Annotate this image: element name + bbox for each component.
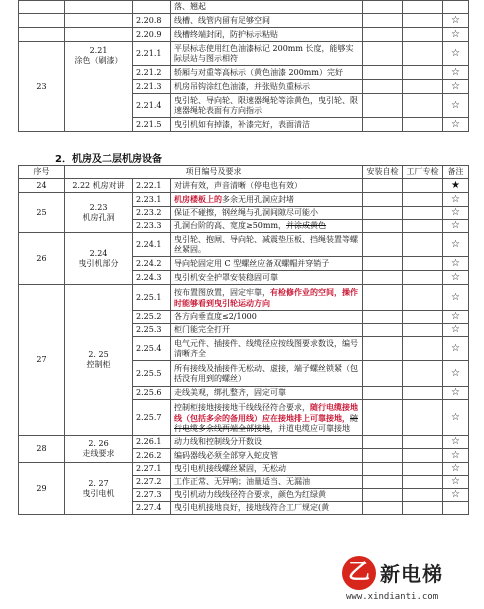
factory-check-cell [403, 207, 443, 220]
item-code: 2.23.3 [133, 220, 171, 233]
table-row: 2.21.2 轿厢与对重等高标示（黄色油漆 200mm）完好 ☆ [19, 66, 469, 80]
seq-cell: 24 [19, 179, 65, 193]
table-row: 2.21.5 曳引机如有掉漆，补漆完好，表面清洁 ☆ [19, 118, 469, 132]
star-mark: ☆ [443, 14, 469, 28]
highlighted-text: 有检修作业的空间，操作时能够看到曳引轮运动方向 [174, 286, 358, 308]
description-text: 各方向垂直度≤2/1000 [174, 312, 257, 321]
factory-check-cell [403, 489, 443, 502]
struck-text: 并涂成黄色 [286, 221, 327, 230]
install-check-cell [363, 489, 403, 502]
description-text: 所有接线及插接件无松动、虚接，端子螺丝锁紧（包括没有用到的螺丝） [174, 363, 358, 383]
item-description [171, 337, 363, 361]
seq-cell: 27 [19, 285, 65, 436]
item-code: 2.24.3 [133, 271, 171, 285]
table-row [19, 436, 469, 449]
logo-url: www.xindianti.com [346, 592, 439, 602]
highlighted-text: 机房楼板上的 [174, 194, 222, 204]
install-check-cell [363, 463, 403, 476]
star-mark: ☆ [443, 193, 469, 207]
star-mark: ☆ [443, 66, 469, 80]
description-text: 工作正常、无异响；油量适当、无漏油 [174, 477, 310, 486]
star-mark: ☆ [443, 233, 469, 257]
description-text: ，并道电缆应可靠接地 [270, 423, 350, 433]
star-mark: ☆ [443, 220, 469, 233]
item-code: 2.24.2 [133, 257, 171, 271]
install-check-cell [363, 220, 403, 233]
star-mark: ☆ [443, 476, 469, 489]
section-heading: 2．机房及二层机房设备 [55, 154, 162, 165]
header-factory: 工厂专检 [403, 166, 443, 179]
star-mark [443, 502, 469, 515]
description-text: 曳引电机接地良好，接地线符合工厂规定(黄 [174, 503, 330, 512]
item-code: 2.23.1 [133, 193, 171, 207]
seq-cell: 29 [19, 463, 65, 515]
item-description [171, 207, 363, 220]
star-mark: ☆ [443, 436, 469, 449]
item-description [171, 179, 363, 193]
header-note: 备注 [443, 166, 469, 179]
star-mark: ☆ [443, 28, 469, 42]
item-code: 2.25.2 [133, 311, 171, 324]
item-cell: 2.24 曳引机部分 [65, 233, 133, 285]
item-code: 2.23.2 [133, 207, 171, 220]
item-code: 2.25.4 [133, 337, 171, 361]
factory-check-cell [403, 179, 443, 193]
table-row [19, 193, 469, 207]
item-code: 2.27.1 [133, 463, 171, 476]
description-text: 曳引机安全护罩安装稳固可靠 [174, 272, 278, 282]
description-text: 孔洞台阶的高、宽度≥50mm， [174, 221, 287, 230]
item-code: 2.27.2 [133, 476, 171, 489]
item-description [171, 271, 363, 285]
item-description [171, 193, 363, 207]
item-cell: 2.21 涂色（刷漆） [65, 42, 133, 132]
install-check-cell [363, 324, 403, 337]
factory-check-cell [403, 193, 443, 207]
star-mark: ☆ [443, 337, 469, 361]
struck-text: 随行电缆多余线两端全部接地 [174, 413, 358, 433]
seq-cell: 25 [19, 193, 65, 233]
table-row: 2.20.9 线槽终端封闭，防护标示粘贴 ☆ [19, 28, 469, 42]
table-row: 2.21.4 曳引轮、导向轮、限速器绳轮等涂黄色，曳引轮、限速器绳轮表面有方向指示 ☆ [19, 94, 469, 118]
install-check-cell [363, 337, 403, 361]
item-cell: 2. 27 曳引电机 [65, 463, 133, 515]
install-check-cell [363, 311, 403, 324]
star-mark: ★ [443, 179, 469, 193]
star-mark: ☆ [443, 207, 469, 220]
install-check-cell [363, 436, 403, 449]
description-text: 曳引电机接线螺丝紧固，无松动 [174, 464, 286, 473]
table-header-row [19, 166, 469, 179]
description-text: 编码器线必须全部穿入蛇皮管 [174, 450, 278, 460]
item-description [171, 436, 363, 449]
item-cell: 2. 26 走线要求 [65, 436, 133, 463]
logo-text: 新电梯 [380, 562, 443, 586]
factory-check-cell [403, 400, 443, 436]
description-text: 控制柜接地接接地干线线径符合要求， [174, 402, 310, 412]
factory-check-cell [403, 449, 443, 463]
star-mark: ☆ [443, 42, 469, 66]
factory-check-cell [403, 463, 443, 476]
install-check-cell [363, 271, 403, 285]
item-description [171, 449, 363, 463]
item-code: 2.27.4 [133, 502, 171, 515]
description-text: 动力线和控制线分开数设 [174, 437, 262, 446]
item-code: 2.26.1 [133, 436, 171, 449]
seq-cell: 26 [19, 233, 65, 285]
factory-check-cell [403, 285, 443, 311]
item-description [171, 257, 363, 271]
seq-cell: 28 [19, 436, 65, 463]
factory-check-cell [403, 257, 443, 271]
item-description [171, 387, 363, 400]
header-install: 安装自检 [363, 166, 403, 179]
logo-badge: 乙 [342, 556, 376, 590]
description-text: 柜门能完全打开 [174, 325, 230, 334]
table-row [19, 233, 469, 257]
description-text: 多余无用孔洞应封堵 [222, 195, 294, 204]
item-description [171, 502, 363, 515]
install-check-cell [363, 476, 403, 489]
table-row [19, 463, 469, 476]
install-check-cell [363, 502, 403, 515]
table-row: 23 2.21 涂色（刷漆） 2.21.1 平层标志使用红色油漆标记 200mm 长度，能够实际层站与图示相符 ☆ [19, 42, 469, 66]
table-row: 落、翘起 [19, 1, 469, 14]
install-check-cell [363, 233, 403, 257]
table-row: 2.21.3 机房吊钩涂红色油漆，并张贴负重标示 ☆ [19, 80, 469, 94]
header-seq: 序号 [19, 166, 65, 179]
install-check-cell [363, 449, 403, 463]
item-code: 2.25.6 [133, 387, 171, 400]
item-description [171, 311, 363, 324]
description-text: 电气元件、插接件、线缆径应按线图要求数设，编号清晰齐全 [174, 338, 358, 358]
item-code: 2.26.2 [133, 449, 171, 463]
star-mark: ☆ [443, 400, 469, 436]
item-description [171, 233, 363, 257]
star-mark: ☆ [443, 449, 469, 463]
star-mark: ☆ [443, 489, 469, 502]
star-mark: ☆ [443, 324, 469, 337]
star-mark: ☆ [443, 257, 469, 271]
item-description [171, 463, 363, 476]
item-cell: 2.23 机房孔洞 [65, 193, 133, 233]
header-item: 项目编号及要求 [65, 166, 363, 179]
install-check-cell [363, 257, 403, 271]
factory-check-cell [403, 387, 443, 400]
item-code: 2.27.3 [133, 489, 171, 502]
install-check-cell [363, 387, 403, 400]
table-row: 2.20.8 线槽、线管内留有足够空间 ☆ [19, 14, 469, 28]
star-mark: ☆ [443, 463, 469, 476]
item-cell: 2.22 机房对讲 [65, 179, 133, 193]
factory-check-cell [403, 311, 443, 324]
table-row [19, 285, 469, 311]
description-text: 导向轮固定用 C 型螺丝应备双螺帽并穿销子 [174, 258, 330, 268]
item-code: 2.25.5 [133, 361, 171, 387]
install-check-cell [363, 179, 403, 193]
factory-check-cell [403, 361, 443, 387]
item-code: 2.22.1 [133, 179, 171, 193]
seq-cell: 23 [19, 42, 65, 132]
star-mark: ☆ [443, 311, 469, 324]
factory-check-cell [403, 337, 443, 361]
star-mark: ☆ [443, 387, 469, 400]
item-code: 2.25.3 [133, 324, 171, 337]
item-code: 2.25.7 [133, 400, 171, 436]
item-cell: 2. 25 控制柜 [65, 285, 133, 436]
star-mark: ☆ [443, 80, 469, 94]
description-text: 曳引机动力线线径符合要求，颜色为红绿黄 [174, 490, 326, 499]
description-text: 曳引轮、抱闸、导向轮、减震垫压板、挡绳装置等螺丝紧固。 [174, 234, 358, 254]
factory-check-cell [403, 476, 443, 489]
install-check-cell [363, 193, 403, 207]
table-row [19, 179, 469, 193]
watermark-logo [340, 556, 480, 606]
star-mark: ☆ [443, 118, 469, 132]
factory-check-cell [403, 436, 443, 449]
install-check-cell [363, 361, 403, 387]
continued-table [18, 0, 469, 132]
item-description [171, 324, 363, 337]
star-mark: ☆ [443, 94, 469, 118]
item-description [171, 220, 363, 233]
install-check-cell [363, 207, 403, 220]
factory-check-cell [403, 271, 443, 285]
factory-check-cell [403, 233, 443, 257]
item-code: 2.24.1 [133, 233, 171, 257]
description-text: 按布置图放置，固定牢靠， [174, 287, 270, 297]
star-mark: ☆ [443, 361, 469, 387]
item-description [171, 285, 363, 311]
description-text: 走线美观，绑扎整齐，固定可靠 [174, 388, 286, 397]
description-text: 保证不碰擦，钢丝绳与孔洞间隙尽可能小 [174, 208, 318, 217]
install-check-cell [363, 400, 403, 436]
item-description [171, 476, 363, 489]
item-description [171, 400, 363, 436]
star-mark: ☆ [443, 285, 469, 311]
highlighted-text: 随行电缆接地线（包括多余的备用线）应在接地排上可靠接地， [174, 401, 358, 423]
description-text: 对讲有效，声音清晰（停电也有效） [174, 180, 302, 190]
factory-check-cell [403, 220, 443, 233]
item-code: 2.25.1 [133, 285, 171, 311]
item-description [171, 489, 363, 502]
install-check-cell [363, 285, 403, 311]
star-mark: ☆ [443, 271, 469, 285]
item-description [171, 361, 363, 387]
factory-check-cell [403, 502, 443, 515]
machine-room-table [18, 165, 469, 515]
factory-check-cell [403, 324, 443, 337]
